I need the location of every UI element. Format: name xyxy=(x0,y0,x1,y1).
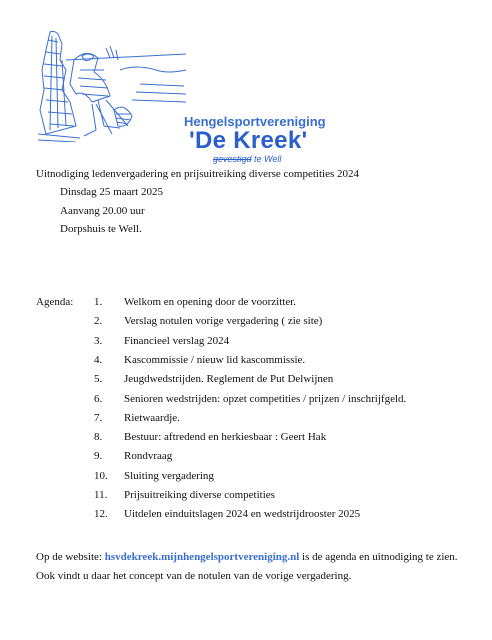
agenda-item-text: Welkom en opening door de voorzitter. xyxy=(124,296,297,308)
agenda-item-number: 10. xyxy=(94,469,108,482)
agenda-item-text: Verslag notulen vorige vergadering ( zie site) xyxy=(124,315,323,328)
agenda-item xyxy=(0,354,492,370)
meeting-venue: Dorpshuis te Well. xyxy=(60,223,142,235)
website-note xyxy=(36,551,458,563)
agenda-item xyxy=(0,393,492,409)
agenda-item-text: Financieel verslag 2024 xyxy=(124,334,230,347)
agenda-item xyxy=(0,508,492,524)
angler-logo-icon xyxy=(36,30,186,142)
agenda-item-text: Prijsuitreiking diverse competities xyxy=(124,489,275,501)
agenda-item-text: Rondvraag xyxy=(124,450,173,463)
agenda-item-text: Kascommissie / nieuw lid kascommissie. xyxy=(124,353,306,366)
agenda-item-number: 1. xyxy=(94,296,103,308)
minutes-note: Ook vindt u daar het concept van de notulen van de vorige vergadering. xyxy=(36,570,352,582)
agenda-item-number: 6. xyxy=(94,392,103,405)
agenda-label: Agenda: xyxy=(36,296,74,308)
agenda-item xyxy=(0,296,492,312)
agenda-item-number: 4. xyxy=(94,353,103,366)
agenda-item xyxy=(0,412,492,428)
location-text: te Well xyxy=(251,154,282,164)
club-location xyxy=(213,154,281,164)
meeting-start-time: Aanvang 20.00 uur xyxy=(60,205,145,217)
location-struck-text: gevestigd xyxy=(213,154,252,164)
agenda-item-text: Sluiting vergadering xyxy=(124,469,214,482)
agenda-item-text: Senioren wedstrijden: opzet competities / prijzen / inschrijfgeld. xyxy=(124,392,407,405)
agenda-item xyxy=(0,315,492,331)
agenda-item xyxy=(0,450,492,466)
agenda-item-number: 8. xyxy=(94,431,103,444)
agenda-item-number: 3. xyxy=(94,334,103,347)
agenda-item xyxy=(0,335,492,351)
agenda-item-text: Uitdelen einduitslagen 2024 en wedstrijdrooster 2025 xyxy=(124,508,361,521)
website-suffix: is de agenda en uitnodiging te zien. xyxy=(299,551,458,563)
agenda-item-number: 9. xyxy=(94,450,103,463)
website-prefix: Op de website: xyxy=(36,551,105,563)
agenda-item-number: 2. xyxy=(94,315,103,328)
agenda-item-number: 12. xyxy=(94,508,108,521)
agenda-item-text: Jeugdwedstrijden. Reglement de Put Delwijnen xyxy=(124,373,334,386)
agenda-item-text: Bestuur: aftredend en herkiesbaar : Geert Hak xyxy=(124,431,327,444)
club-title: 'De Kreek' xyxy=(189,127,308,154)
agenda-item xyxy=(0,373,492,389)
website-link[interactable]: hsvdekreek.mijnhengelsportvereniging.nl xyxy=(104,551,300,563)
agenda-item-text: Rietwaardje. xyxy=(124,411,180,424)
agenda-item-number: 7. xyxy=(94,411,103,424)
agenda-item-number: 11. xyxy=(94,489,108,501)
invitation-title: Uitnodiging ledenvergadering en prijsuitreiking diverse competities 2024 xyxy=(36,168,360,180)
agenda-item xyxy=(0,431,492,447)
agenda-item xyxy=(0,470,492,486)
meeting-date: Dinsdag 25 maart 2025 xyxy=(60,186,163,198)
agenda-item-number: 5. xyxy=(94,373,103,386)
club-name: Hengelsportvereniging xyxy=(184,114,326,129)
agenda-item xyxy=(0,489,492,505)
club-header xyxy=(36,30,326,164)
